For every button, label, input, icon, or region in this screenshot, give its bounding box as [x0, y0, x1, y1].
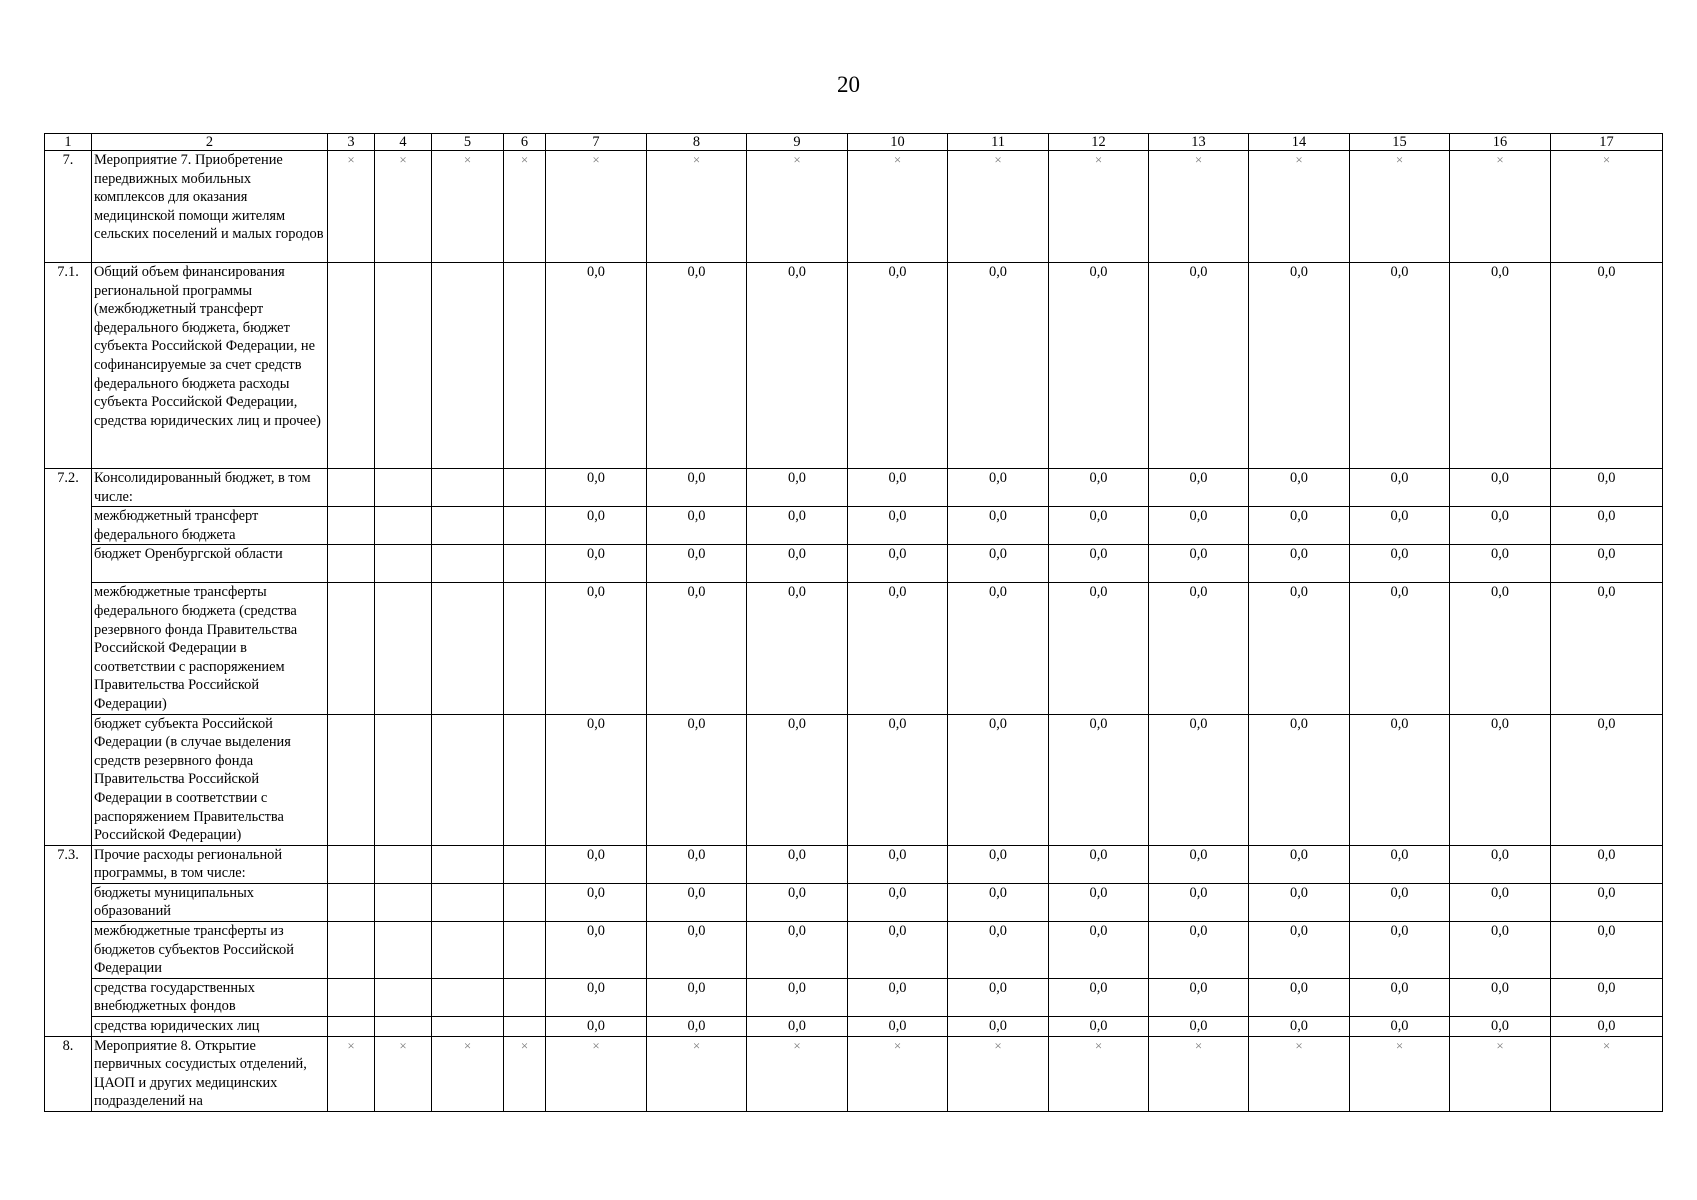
- amount-cell: 0,0: [546, 922, 647, 979]
- amount-cell: 0,0: [747, 469, 848, 507]
- empty-cell: [504, 507, 546, 545]
- empty-cell: [328, 469, 375, 507]
- amount-cell: 0,0: [1049, 978, 1149, 1016]
- not-applicable-mark: ×: [1450, 151, 1551, 263]
- amount-cell: 0,0: [1149, 263, 1249, 469]
- empty-cell: [432, 263, 504, 469]
- amount-cell: 0,0: [747, 507, 848, 545]
- amount-cell: 0,0: [1551, 583, 1663, 714]
- not-applicable-mark: ×: [1350, 151, 1450, 263]
- not-applicable-mark: ×: [432, 151, 504, 263]
- empty-cell: [375, 845, 432, 883]
- amount-cell: 0,0: [647, 263, 747, 469]
- row-label: средства государственных внебюджетных фондов: [92, 978, 328, 1016]
- amount-cell: 0,0: [1450, 507, 1551, 545]
- not-applicable-mark: ×: [848, 151, 948, 263]
- empty-cell: [504, 1017, 546, 1037]
- amount-cell: 0,0: [948, 583, 1049, 714]
- empty-cell: [375, 263, 432, 469]
- row-label: межбюджетные трансферты из бюджетов субъектов Российской Федерации: [92, 922, 328, 979]
- row-number: 8.: [45, 1036, 92, 1111]
- amount-cell: 0,0: [948, 978, 1049, 1016]
- row-label: Консолидированный бюджет, в том числе:: [92, 469, 328, 507]
- amount-cell: 0,0: [1350, 263, 1450, 469]
- amount-cell: 0,0: [1450, 545, 1551, 583]
- column-number-10: 10: [848, 134, 948, 151]
- amount-cell: 0,0: [647, 883, 747, 921]
- not-applicable-mark: ×: [432, 1036, 504, 1111]
- amount-cell: 0,0: [747, 978, 848, 1016]
- amount-cell: 0,0: [1450, 1017, 1551, 1037]
- amount-cell: 0,0: [1149, 1017, 1249, 1037]
- amount-cell: 0,0: [747, 922, 848, 979]
- not-applicable-mark: ×: [1049, 1036, 1149, 1111]
- empty-cell: [328, 883, 375, 921]
- not-applicable-mark: ×: [747, 151, 848, 263]
- not-applicable-mark: ×: [546, 151, 647, 263]
- empty-cell: [504, 845, 546, 883]
- row-label: Мероприятие 7. Приобретение передвижных мобильных комплексов для оказания медицинской помощи жителям сельских поселений и малых городов: [92, 151, 328, 263]
- row-number: 7.: [45, 151, 92, 263]
- amount-cell: 0,0: [1350, 1017, 1450, 1037]
- amount-cell: 0,0: [948, 714, 1049, 845]
- row-label: Мероприятие 8. Открытие первичных сосудистых отделений, ЦАОП и других медицинских подразделений на: [92, 1036, 328, 1111]
- amount-cell: 0,0: [1049, 263, 1149, 469]
- amount-cell: 0,0: [647, 714, 747, 845]
- amount-cell: 0,0: [1149, 883, 1249, 921]
- empty-cell: [375, 583, 432, 714]
- empty-cell: [432, 978, 504, 1016]
- table-row: [45, 714, 1663, 845]
- column-number-1: 1: [45, 134, 92, 151]
- column-number-3: 3: [328, 134, 375, 151]
- empty-cell: [328, 263, 375, 469]
- not-applicable-mark: ×: [504, 151, 546, 263]
- column-number-5: 5: [432, 134, 504, 151]
- amount-cell: 0,0: [1350, 714, 1450, 845]
- table-row: [45, 845, 1663, 883]
- column-number-15: 15: [1350, 134, 1450, 151]
- amount-cell: 0,0: [1249, 545, 1350, 583]
- column-number-13: 13: [1149, 134, 1249, 151]
- table-row: [45, 1036, 1663, 1111]
- row-number: 7.1.: [45, 263, 92, 469]
- column-number-16: 16: [1450, 134, 1551, 151]
- not-applicable-mark: ×: [1049, 151, 1149, 263]
- empty-cell: [504, 883, 546, 921]
- table-row: [45, 545, 1663, 583]
- empty-cell: [375, 545, 432, 583]
- amount-cell: 0,0: [747, 845, 848, 883]
- amount-cell: 0,0: [1350, 883, 1450, 921]
- amount-cell: 0,0: [1551, 714, 1663, 845]
- empty-cell: [328, 545, 375, 583]
- amount-cell: 0,0: [1149, 583, 1249, 714]
- amount-cell: 0,0: [1249, 978, 1350, 1016]
- amount-cell: 0,0: [647, 1017, 747, 1037]
- table-row: [45, 1017, 1663, 1037]
- amount-cell: 0,0: [1249, 263, 1350, 469]
- empty-cell: [375, 978, 432, 1016]
- amount-cell: 0,0: [647, 583, 747, 714]
- amount-cell: 0,0: [1450, 978, 1551, 1016]
- empty-cell: [432, 545, 504, 583]
- empty-cell: [375, 714, 432, 845]
- row-label: межбюджетные трансферты федерального бюджета (средства резервного фонда Правительства Российской Федерации в соответствии с распоряжением Правительства Российской Федерации): [92, 583, 328, 714]
- empty-cell: [375, 1017, 432, 1037]
- not-applicable-mark: ×: [647, 151, 747, 263]
- amount-cell: 0,0: [546, 545, 647, 583]
- amount-cell: 0,0: [1049, 922, 1149, 979]
- empty-cell: [432, 922, 504, 979]
- amount-cell: 0,0: [948, 545, 1049, 583]
- empty-cell: [328, 1017, 375, 1037]
- column-number-12: 12: [1049, 134, 1149, 151]
- column-number-14: 14: [1249, 134, 1350, 151]
- column-number-2: 2: [92, 134, 328, 151]
- column-number-row: [45, 134, 1663, 151]
- amount-cell: 0,0: [546, 469, 647, 507]
- amount-cell: 0,0: [1350, 469, 1450, 507]
- amount-cell: 0,0: [1249, 583, 1350, 714]
- amount-cell: 0,0: [1149, 845, 1249, 883]
- amount-cell: 0,0: [546, 263, 647, 469]
- not-applicable-mark: ×: [375, 151, 432, 263]
- row-label: бюджет субъекта Российской Федерации (в случае выделения средств резервного фонда Правительства Российской Федерации в соответствии с распоряжением Правительства Российской Федерации): [92, 714, 328, 845]
- amount-cell: 0,0: [1551, 263, 1663, 469]
- amount-cell: 0,0: [1450, 922, 1551, 979]
- amount-cell: 0,0: [747, 883, 848, 921]
- amount-cell: 0,0: [1350, 978, 1450, 1016]
- row-label: межбюджетный трансферт федерального бюджета: [92, 507, 328, 545]
- not-applicable-mark: ×: [1450, 1036, 1551, 1111]
- not-applicable-mark: ×: [948, 151, 1049, 263]
- table-row: [45, 978, 1663, 1016]
- row-label: Общий объем финансирования региональной программы (межбюджетный трансферт федерального бюджета, бюджет субъекта Российской Федерации, не софинансируемые за счет средств федерального бюджета расходы субъекта Российской Федерации, средства юридических лиц и прочее): [92, 263, 328, 469]
- column-number-8: 8: [647, 134, 747, 151]
- empty-cell: [328, 507, 375, 545]
- amount-cell: 0,0: [647, 507, 747, 545]
- amount-cell: 0,0: [1249, 714, 1350, 845]
- amount-cell: 0,0: [948, 263, 1049, 469]
- column-number-7: 7: [546, 134, 647, 151]
- not-applicable-mark: ×: [504, 1036, 546, 1111]
- table-row: [45, 922, 1663, 979]
- empty-cell: [432, 845, 504, 883]
- amount-cell: 0,0: [1149, 469, 1249, 507]
- empty-cell: [432, 1017, 504, 1037]
- table-row: [45, 583, 1663, 714]
- amount-cell: 0,0: [1149, 545, 1249, 583]
- not-applicable-mark: ×: [546, 1036, 647, 1111]
- amount-cell: 0,0: [1049, 1017, 1149, 1037]
- amount-cell: 0,0: [1149, 714, 1249, 845]
- amount-cell: 0,0: [848, 469, 948, 507]
- empty-cell: [328, 583, 375, 714]
- amount-cell: 0,0: [1149, 507, 1249, 545]
- amount-cell: 0,0: [546, 507, 647, 545]
- amount-cell: 0,0: [1350, 845, 1450, 883]
- amount-cell: 0,0: [1551, 1017, 1663, 1037]
- column-number-11: 11: [948, 134, 1049, 151]
- amount-cell: 0,0: [546, 1017, 647, 1037]
- amount-cell: 0,0: [1551, 845, 1663, 883]
- amount-cell: 0,0: [546, 845, 647, 883]
- amount-cell: 0,0: [546, 583, 647, 714]
- empty-cell: [504, 714, 546, 845]
- amount-cell: 0,0: [647, 545, 747, 583]
- amount-cell: 0,0: [848, 845, 948, 883]
- table-row: [45, 883, 1663, 921]
- amount-cell: 0,0: [848, 545, 948, 583]
- empty-cell: [504, 922, 546, 979]
- amount-cell: 0,0: [948, 845, 1049, 883]
- empty-cell: [375, 507, 432, 545]
- not-applicable-mark: ×: [1350, 1036, 1450, 1111]
- amount-cell: 0,0: [1249, 469, 1350, 507]
- table-row: [45, 151, 1663, 263]
- column-number-6: 6: [504, 134, 546, 151]
- amount-cell: 0,0: [1350, 545, 1450, 583]
- amount-cell: 0,0: [1049, 714, 1149, 845]
- amount-cell: 0,0: [1551, 545, 1663, 583]
- not-applicable-mark: ×: [375, 1036, 432, 1111]
- amount-cell: 0,0: [647, 469, 747, 507]
- table-row: [45, 263, 1663, 469]
- empty-cell: [432, 714, 504, 845]
- amount-cell: 0,0: [1249, 922, 1350, 979]
- column-number-17: 17: [1551, 134, 1663, 151]
- amount-cell: 0,0: [1450, 469, 1551, 507]
- amount-cell: 0,0: [747, 583, 848, 714]
- amount-cell: 0,0: [1551, 507, 1663, 545]
- empty-cell: [504, 978, 546, 1016]
- amount-cell: 0,0: [1350, 507, 1450, 545]
- amount-cell: 0,0: [1249, 883, 1350, 921]
- amount-cell: 0,0: [848, 1017, 948, 1037]
- empty-cell: [504, 545, 546, 583]
- amount-cell: 0,0: [948, 1017, 1049, 1037]
- empty-cell: [504, 469, 546, 507]
- table-row: [45, 507, 1663, 545]
- empty-cell: [328, 978, 375, 1016]
- amount-cell: 0,0: [1049, 545, 1149, 583]
- empty-cell: [328, 714, 375, 845]
- empty-cell: [432, 583, 504, 714]
- empty-cell: [375, 883, 432, 921]
- amount-cell: 0,0: [1249, 845, 1350, 883]
- amount-cell: 0,0: [948, 883, 1049, 921]
- not-applicable-mark: ×: [1551, 151, 1663, 263]
- amount-cell: 0,0: [1049, 883, 1149, 921]
- row-label: средства юридических лиц: [92, 1017, 328, 1037]
- amount-cell: 0,0: [948, 507, 1049, 545]
- amount-cell: 0,0: [1450, 583, 1551, 714]
- amount-cell: 0,0: [1551, 978, 1663, 1016]
- amount-cell: 0,0: [848, 263, 948, 469]
- not-applicable-mark: ×: [1249, 1036, 1350, 1111]
- not-applicable-mark: ×: [647, 1036, 747, 1111]
- column-number-4: 4: [375, 134, 432, 151]
- not-applicable-mark: ×: [1249, 151, 1350, 263]
- amount-cell: 0,0: [647, 845, 747, 883]
- amount-cell: 0,0: [747, 714, 848, 845]
- amount-cell: 0,0: [1350, 922, 1450, 979]
- amount-cell: 0,0: [1049, 583, 1149, 714]
- empty-cell: [375, 922, 432, 979]
- amount-cell: 0,0: [546, 714, 647, 845]
- not-applicable-mark: ×: [328, 151, 375, 263]
- amount-cell: 0,0: [546, 978, 647, 1016]
- budget-table: [44, 133, 1663, 1112]
- amount-cell: 0,0: [1049, 469, 1149, 507]
- amount-cell: 0,0: [848, 883, 948, 921]
- amount-cell: 0,0: [848, 507, 948, 545]
- amount-cell: 0,0: [647, 978, 747, 1016]
- empty-cell: [504, 583, 546, 714]
- not-applicable-mark: ×: [1551, 1036, 1663, 1111]
- amount-cell: 0,0: [1249, 507, 1350, 545]
- page-number: 20: [837, 72, 860, 97]
- amount-cell: 0,0: [1551, 883, 1663, 921]
- amount-cell: 0,0: [1450, 883, 1551, 921]
- not-applicable-mark: ×: [1149, 1036, 1249, 1111]
- amount-cell: 0,0: [1249, 1017, 1350, 1037]
- table-body: [45, 134, 1663, 1112]
- amount-cell: 0,0: [1049, 845, 1149, 883]
- amount-cell: 0,0: [1450, 845, 1551, 883]
- row-label: Прочие расходы региональной программы, в том числе:: [92, 845, 328, 883]
- table-row: [45, 469, 1663, 507]
- amount-cell: 0,0: [1350, 583, 1450, 714]
- amount-cell: 0,0: [1149, 978, 1249, 1016]
- amount-cell: 0,0: [747, 1017, 848, 1037]
- amount-cell: 0,0: [1450, 714, 1551, 845]
- amount-cell: 0,0: [948, 469, 1049, 507]
- amount-cell: 0,0: [1450, 263, 1551, 469]
- amount-cell: 0,0: [848, 714, 948, 845]
- empty-cell: [432, 507, 504, 545]
- amount-cell: 0,0: [848, 922, 948, 979]
- amount-cell: 0,0: [1551, 922, 1663, 979]
- amount-cell: 0,0: [1551, 469, 1663, 507]
- not-applicable-mark: ×: [848, 1036, 948, 1111]
- amount-cell: 0,0: [747, 545, 848, 583]
- amount-cell: 0,0: [848, 978, 948, 1016]
- empty-cell: [504, 263, 546, 469]
- not-applicable-mark: ×: [1149, 151, 1249, 263]
- row-label: бюджеты муниципальных образований: [92, 883, 328, 921]
- empty-cell: [328, 922, 375, 979]
- row-label: бюджет Оренбургской области: [92, 545, 328, 583]
- empty-cell: [375, 469, 432, 507]
- amount-cell: 0,0: [1049, 507, 1149, 545]
- empty-cell: [432, 469, 504, 507]
- not-applicable-mark: ×: [948, 1036, 1049, 1111]
- not-applicable-mark: ×: [328, 1036, 375, 1111]
- not-applicable-mark: ×: [747, 1036, 848, 1111]
- amount-cell: 0,0: [1149, 922, 1249, 979]
- empty-cell: [432, 883, 504, 921]
- amount-cell: 0,0: [948, 922, 1049, 979]
- amount-cell: 0,0: [546, 883, 647, 921]
- row-number: 7.2.: [45, 469, 92, 846]
- amount-cell: 0,0: [747, 263, 848, 469]
- amount-cell: 0,0: [848, 583, 948, 714]
- amount-cell: 0,0: [647, 922, 747, 979]
- empty-cell: [328, 845, 375, 883]
- row-number: 7.3.: [45, 845, 92, 1036]
- column-number-9: 9: [747, 134, 848, 151]
